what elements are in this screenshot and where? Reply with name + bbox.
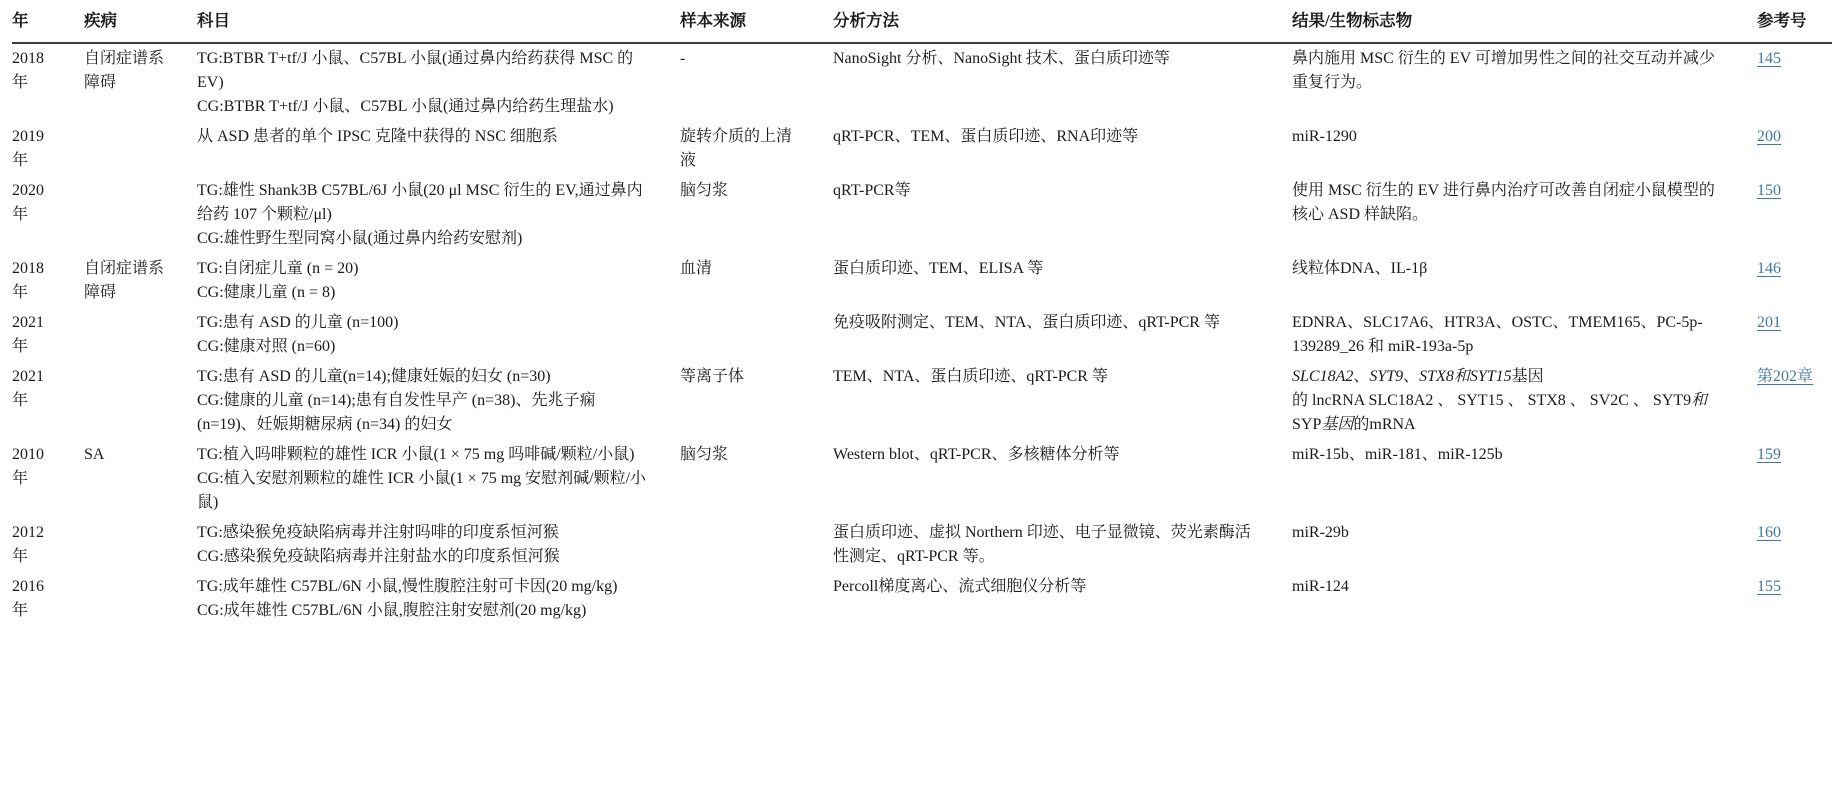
cell-method [833, 518, 1292, 572]
gene-name-italic: SLC18A2 [1292, 368, 1354, 385]
cell-disease [84, 43, 197, 122]
cell-subject [197, 43, 680, 122]
cell-line: NanoSight 分析、NanoSight 技术、蛋白质印迹等 [833, 50, 1170, 67]
cell-line: 脑匀浆 [680, 182, 729, 199]
cell-sample [680, 43, 833, 122]
cell-line: TG:感染猴免疫缺陷病毒并注射吗啡的印度系恒河猴 [197, 524, 559, 541]
cell-line: CG:健康的儿童 (n=14);患有自发性早产 (n=38)、先兆子痫 (n=19)、妊娠期糖尿病 (n=34) 的妇女 [197, 392, 596, 433]
reference-link[interactable]: 200 [1757, 128, 1781, 145]
cell-sample [680, 254, 833, 308]
cell-subject [197, 254, 680, 308]
cell-line: CG:健康儿童 (n = 8) [197, 284, 336, 301]
cell-text: 、 [1403, 368, 1420, 385]
cell-line: 蛋白质印迹、虚拟 Northern 印迹、电子显微镜、荧光素酶活性测定、qRT-PCR 等。 [833, 524, 1251, 565]
cell-result [1292, 254, 1757, 308]
cell-line: TG:成年雄性 C57BL/6N 小鼠,慢性腹腔注射可卡因(20 mg/kg) [197, 578, 618, 595]
cell-method [833, 176, 1292, 254]
table-row [12, 518, 1832, 572]
cell-year [12, 518, 84, 572]
cell-ref [1757, 176, 1832, 254]
reference-link[interactable]: 145 [1757, 50, 1781, 67]
cell-year [12, 572, 84, 626]
cell-sample [680, 176, 833, 254]
reference-link[interactable]: 第202章 [1757, 368, 1814, 385]
cell-line: TG:患有 ASD 的儿童 (n=100) [197, 314, 399, 331]
cell-line: 从 ASD 患者的单个 IPSC 克隆中获得的 NSC 细胞系 [197, 128, 558, 145]
gene-name-italic: 和 [1691, 392, 1708, 409]
cell-ref [1757, 362, 1832, 440]
gene-name-italic: STX8 [1419, 368, 1454, 385]
cell-method [833, 440, 1292, 518]
reference-link[interactable]: 146 [1757, 260, 1781, 277]
cell-ref [1757, 43, 1832, 122]
cell-sample [680, 362, 833, 440]
cell-line: - [680, 50, 686, 67]
cell-disease [84, 362, 197, 440]
cell-line: 等离子体 [680, 368, 745, 385]
table-row [12, 254, 1832, 308]
cell-line [1292, 389, 1729, 437]
cell-text: 的 lncRNA SLC18A2 、 SYT15 、 STX8 、 SV2C 、 SYT9 [1292, 392, 1692, 409]
cell-line: SA [84, 446, 105, 463]
cell-subject [197, 362, 680, 440]
cell-sample [680, 308, 833, 362]
cell-ref [1757, 572, 1832, 626]
reference-link[interactable]: 201 [1757, 314, 1781, 331]
cell-line: Percoll梯度离心、流式细胞仪分析等 [833, 578, 1087, 595]
table-row [12, 362, 1832, 440]
cell-disease [84, 122, 197, 176]
cell-line: Western blot、qRT-PCR、多核糖体分析等 [833, 446, 1120, 463]
table-header [12, 7, 1832, 43]
table-row [12, 43, 1832, 122]
cell-line: qRT-PCR等 [833, 182, 911, 199]
cell-line: 线粒体DNA、IL-1β [1292, 260, 1428, 277]
cell-line: CG:成年雄性 C57BL/6N 小鼠,腹腔注射安慰剂(20 mg/kg) [197, 602, 587, 619]
table-row [12, 176, 1832, 254]
cell-disease [84, 176, 197, 254]
cell-line [1292, 365, 1729, 389]
cell-line: 鼻内施用 MSC 衍生的 EV 可增加男性之间的社交互动并减少重复行为。 [1292, 50, 1715, 91]
cell-line: CG:雄性野生型同窝小鼠(通过鼻内给药安慰剂) [197, 230, 523, 247]
cell-disease [84, 572, 197, 626]
cell-line: TG:自闭症儿童 (n = 20) [197, 260, 359, 277]
cell-line: qRT-PCR、TEM、蛋白质印迹、RNA印迹等 [833, 128, 1139, 145]
cell-sample [680, 572, 833, 626]
cell-result [1292, 440, 1757, 518]
cell-text: SYP [1292, 416, 1322, 433]
cell-line: miR-1290 [1292, 128, 1357, 145]
table-row [12, 572, 1832, 626]
cell-ref [1757, 518, 1832, 572]
cell-disease [84, 254, 197, 308]
gene-name-italic: SYT9 [1369, 368, 1404, 385]
cell-sample [680, 518, 833, 572]
table-row [12, 308, 1832, 362]
reference-link[interactable]: 150 [1757, 182, 1781, 199]
table-body [12, 43, 1832, 626]
cell-line: TG:雄性 Shank3B C57BL/6J 小鼠(20 μl MSC 衍生的 EV,通过鼻内给药 107 个颗粒/μl) [197, 182, 643, 223]
cell-sample [680, 122, 833, 176]
cell-ref [1757, 440, 1832, 518]
header-subject: 科目 [197, 7, 680, 43]
cell-line: 2019年 [12, 128, 44, 169]
header-method: 分析方法 [833, 7, 1292, 43]
cell-ref [1757, 122, 1832, 176]
cell-ref [1757, 308, 1832, 362]
cell-line: 2018年 [12, 260, 44, 301]
cell-subject [197, 572, 680, 626]
table-row [12, 440, 1832, 518]
cell-line: miR-124 [1292, 578, 1349, 595]
cell-line: CG:BTBR T+tf/J 小鼠、C57BL 小鼠(通过鼻内给药生理盐水) [197, 98, 614, 115]
cell-line: 自闭症谱系障碍 [84, 50, 165, 91]
cell-line: miR-29b [1292, 524, 1349, 541]
cell-method [833, 43, 1292, 122]
cell-year [12, 254, 84, 308]
cell-subject [197, 518, 680, 572]
cell-line: EDNRA、SLC17A6、HTR3A、OSTC、TMEM165、PC-5p-139289_26 和 miR-193a-5p [1292, 314, 1703, 355]
cell-line: 免疫吸附测定、TEM、NTA、蛋白质印迹、qRT-PCR 等 [833, 314, 1220, 331]
cell-subject [197, 122, 680, 176]
gene-name-italic: 和 [1453, 368, 1470, 385]
cell-line: TEM、NTA、蛋白质印迹、qRT-PCR 等 [833, 368, 1108, 385]
cell-disease [84, 308, 197, 362]
header-result: 结果/生物标志物 [1292, 7, 1757, 43]
cell-line: CG:感染猴免疫缺陷病毒并注射盐水的印度系恒河猴 [197, 548, 560, 565]
cell-line: 旋转介质的上清液 [680, 128, 793, 169]
cell-method [833, 122, 1292, 176]
cell-text: 的mRNA [1353, 416, 1416, 433]
cell-text: 基因 [1511, 368, 1544, 385]
reference-link[interactable]: 155 [1757, 578, 1781, 595]
cell-year [12, 440, 84, 518]
gene-name-italic: 基因 [1321, 416, 1354, 433]
cell-line: 血清 [680, 260, 713, 277]
cell-year [12, 43, 84, 122]
cell-line: 2020年 [12, 182, 44, 223]
cell-line: TG:患有 ASD 的儿童(n=14);健康妊娠的妇女 (n=30) [197, 368, 551, 385]
cell-subject [197, 440, 680, 518]
cell-line: 2021年 [12, 368, 44, 409]
cell-subject [197, 308, 680, 362]
cell-result [1292, 362, 1757, 440]
cell-line: 脑匀浆 [680, 446, 729, 463]
cell-result [1292, 572, 1757, 626]
cell-result [1292, 308, 1757, 362]
cell-line: 使用 MSC 衍生的 EV 进行鼻内治疗可改善自闭症小鼠模型的核心 ASD 样缺陷。 [1292, 182, 1715, 223]
cell-line: 2018年 [12, 50, 44, 91]
cell-sample [680, 440, 833, 518]
cell-line: 2012年 [12, 524, 44, 565]
header-ref: 参考号 [1757, 7, 1832, 43]
cell-result [1292, 176, 1757, 254]
cell-line: 2021年 [12, 314, 44, 355]
cell-method [833, 308, 1292, 362]
table-row [12, 122, 1832, 176]
header-disease: 疾病 [84, 7, 197, 43]
cell-year [12, 176, 84, 254]
header-year: 年 [12, 7, 84, 43]
cell-disease [84, 518, 197, 572]
header-sample: 样本来源 [680, 7, 833, 43]
cell-method [833, 362, 1292, 440]
gene-name-italic: SYT15 [1469, 368, 1512, 385]
cell-result [1292, 43, 1757, 122]
cell-line: 蛋白质印迹、TEM、ELISA 等 [833, 260, 1044, 277]
cell-line: 2010年 [12, 446, 44, 487]
cell-line: TG:植入吗啡颗粒的雄性 ICR 小鼠(1 × 75 mg 吗啡碱/颗粒/小鼠) [197, 446, 635, 463]
cell-line: miR-15b、miR-181、miR-125b [1292, 446, 1503, 463]
cell-ref [1757, 254, 1832, 308]
cell-year [12, 308, 84, 362]
cell-result [1292, 518, 1757, 572]
cell-line: 2016年 [12, 578, 44, 619]
reference-link[interactable]: 159 [1757, 446, 1781, 463]
reference-link[interactable]: 160 [1757, 524, 1781, 541]
cell-year [12, 122, 84, 176]
cell-result [1292, 122, 1757, 176]
cell-line: CG:植入安慰剂颗粒的雄性 ICR 小鼠(1 × 75 mg 安慰剂碱/颗粒/小鼠) [197, 470, 647, 511]
cell-line: CG:健康对照 (n=60) [197, 338, 336, 355]
cell-year [12, 362, 84, 440]
cell-method [833, 254, 1292, 308]
cell-subject [197, 176, 680, 254]
cell-text: 、 [1353, 368, 1370, 385]
cell-line: 自闭症谱系障碍 [84, 260, 165, 301]
cell-line: TG:BTBR T+tf/J 小鼠、C57BL 小鼠(通过鼻内给药获得 MSC 的 EV) [197, 50, 634, 91]
cell-method [833, 572, 1292, 626]
studies-table [12, 7, 1832, 626]
cell-disease [84, 440, 197, 518]
